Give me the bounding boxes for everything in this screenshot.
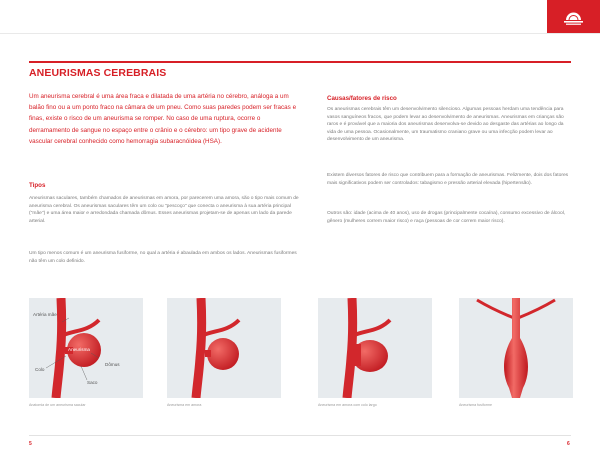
page-title: ANEURISMAS CEREBRAIS	[29, 67, 167, 79]
berry-aneurysm-illustration	[167, 298, 281, 398]
top-divider	[0, 33, 600, 34]
top-bar	[0, 0, 600, 33]
causas-paragraph-2: Existem diversos fatores de risco que contribuem para a formação de aneurismas. Felizmente, dois dos fatores mais significativos podem ser controlados: tabagismo e pressão arterial elevada (hipertensão).	[327, 173, 569, 186]
figure-saccular-anatomy	[29, 298, 143, 398]
page-number-right: 6	[567, 441, 570, 447]
label-aneurysm: Aneurisma	[68, 347, 90, 352]
figure-berry-aneurysm	[167, 298, 281, 398]
figure-fusiform-aneurysm	[459, 298, 573, 398]
label-parent-artery: Artéria mãe	[33, 312, 57, 317]
footer-divider	[29, 435, 571, 436]
causas-heading: Causas/fatores de risco	[327, 95, 397, 102]
causas-paragraph-1: Os aneurismas cerebrais têm um desenvolvimento silencioso. Algumas pessoas herdam uma tendência para vasos sanguíneos fracos, que podem levar ao desenvolvimento de aneurismas. Aneurismas em crianças são raros e é provável que a maioria dos aneurismas desenvolva-se devido ao desgaste das artérias ao longo da vida de uma pessoa. Ocasionalmente, um traumatismo craniano grave ou uma infecção podem levar ao desenvolvimento de um aneurisma.	[327, 107, 564, 142]
label-neck: Colo	[35, 367, 45, 372]
wide-neck-aneurysm-illustration	[318, 298, 432, 398]
figure-wide-neck-aneurysm	[318, 298, 432, 398]
tipos-paragraph-2: Um tipo menos comum é um aneurisma fusiforme, no qual a artéria é abaulada em ambos os lados. Aneurismas fusiformes não têm um colo definido.	[29, 251, 297, 264]
label-dome: Dômus	[105, 362, 120, 367]
fusiform-aneurysm-illustration	[459, 298, 573, 398]
title-rule	[29, 61, 571, 63]
causas-paragraph-3: Outros são: idade (acima de 40 anos), uso de drogas (principalmente cocaína), consumo excessivo de álcool, gênero (mulheres correm maior risco) e raça (pessoas de cor correm maior risco).	[327, 211, 566, 224]
caption-figure-1: Anatomia de um aneurisma sacular	[29, 403, 86, 407]
tipos-heading: Tipos	[29, 182, 46, 189]
brand-tab	[547, 0, 600, 33]
caption-figure-3: Aneurisma em amora com colo largo	[318, 403, 377, 407]
label-sac: Saco	[87, 380, 98, 385]
caption-figure-2: Aneurisma em amora	[167, 403, 202, 407]
tipos-paragraph-1: Aneurismas saculares, também chamados de aneurismas em amora, por parecerem uma amora, são o tipo mais comum de aneurisma cerebral. Os aneurismas saculares têm um colo ou "pescoço" que conecta o aneurisma à sua artéria principal ("mãe") e uma área maior e arredondada chamada dômus. Esses aneurismas projetam-se de apenas um lado da parede arterial.	[29, 196, 299, 224]
page-number-left: 5	[29, 441, 32, 447]
intro-paragraph: Um aneurisma cerebral é uma área fraca e dilatada de uma artéria no cérebro, análoga a um balão fino ou a um ponto fraco na câmara de um pneu. Como suas paredes podem ser fracas e finas, existe o risco de um aneurisma se romper. No caso de uma ruptura, ocorre o derramamento de sangue no espaço entre o crânio e o cérebro: um tipo grave de acidente vascular cerebral conhecido como hemorragia subaracnóidea (HSA).	[29, 93, 297, 145]
caption-figure-4: Aneurisma fusiforme	[459, 403, 492, 407]
brand-logo-icon	[563, 8, 584, 25]
